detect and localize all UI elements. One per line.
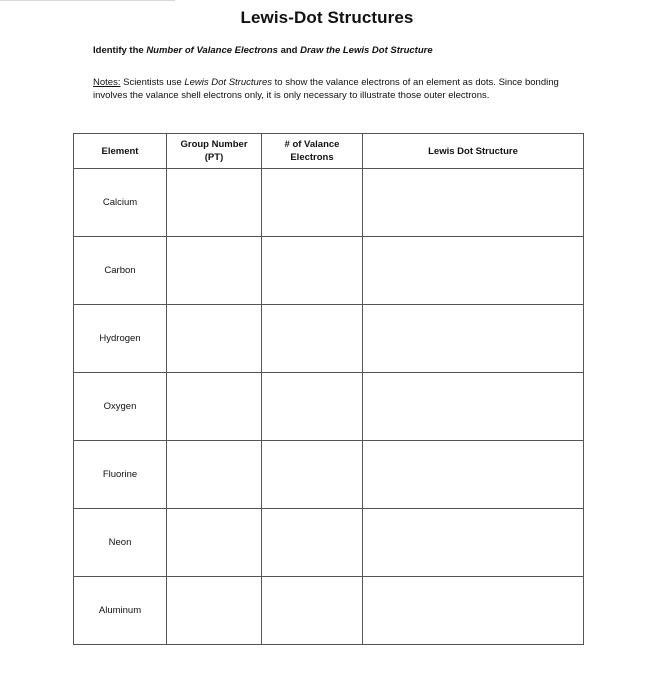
valance-electrons-cell[interactable]	[262, 373, 363, 441]
header-lewis-dot-structure: Lewis Dot Structure	[363, 134, 584, 169]
notes-paragraph	[93, 76, 593, 102]
page-title: Lewis-Dot Structures	[240, 8, 414, 27]
valance-electrons-cell[interactable]	[262, 237, 363, 305]
valance-electrons-cell[interactable]	[262, 305, 363, 373]
valance-electrons-cell[interactable]	[262, 441, 363, 509]
lewis-structure-cell[interactable]	[363, 373, 584, 441]
element-name: Carbon	[74, 237, 167, 305]
group-number-cell[interactable]	[167, 373, 262, 441]
notes-text-after: to show the valance electrons of an element as dots. Since bonding involves the valance shell electrons only, it is only necessary to illustrate those outer electrons.	[93, 77, 559, 101]
group-number-cell[interactable]	[167, 441, 262, 509]
group-number-cell[interactable]	[167, 577, 262, 645]
header-valance-line2: Electrons	[290, 152, 334, 163]
notes-term: Lewis Dot Structures	[184, 77, 273, 88]
table-row	[74, 373, 584, 441]
table-row	[74, 509, 584, 577]
instruction-line	[93, 45, 433, 56]
notes-label: Notes:	[93, 77, 121, 88]
instruction-middle: and	[277, 45, 301, 56]
table-row	[74, 237, 584, 305]
header-element: Element	[74, 134, 167, 169]
header-group-line1: Group Number	[180, 139, 248, 150]
element-name: Hydrogen	[74, 305, 167, 373]
lewis-structure-cell[interactable]	[363, 577, 584, 645]
group-number-cell[interactable]	[167, 237, 262, 305]
valance-electrons-cell[interactable]	[262, 169, 363, 237]
group-number-cell[interactable]	[167, 169, 262, 237]
instruction-part1: Number of Valance Electrons	[146, 45, 278, 56]
top-rule	[0, 0, 175, 1]
table-row	[74, 169, 584, 237]
element-name: Aluminum	[74, 577, 167, 645]
worksheet-table	[73, 133, 584, 645]
instruction-part2: Draw the Lewis Dot Structure	[300, 45, 433, 56]
element-name: Fluorine	[74, 441, 167, 509]
lewis-structure-cell[interactable]	[363, 237, 584, 305]
table-row	[74, 441, 584, 509]
header-row	[74, 134, 584, 169]
instruction-prefix: Identify the	[93, 45, 147, 56]
lewis-structure-cell[interactable]	[363, 509, 584, 577]
lewis-structure-cell[interactable]	[363, 169, 584, 237]
group-number-cell[interactable]	[167, 305, 262, 373]
valance-electrons-cell[interactable]	[262, 577, 363, 645]
element-name: Neon	[74, 509, 167, 577]
group-number-cell[interactable]	[167, 509, 262, 577]
table-row	[74, 305, 584, 373]
table-row	[74, 577, 584, 645]
header-valance-line1: # of Valance	[284, 139, 340, 150]
element-name: Oxygen	[74, 373, 167, 441]
header-group-line2: (PT)	[204, 152, 224, 163]
header-group-number	[167, 134, 262, 169]
notes-text-before: Scientists use	[120, 77, 185, 88]
valance-electrons-cell[interactable]	[262, 509, 363, 577]
header-valance-electrons	[262, 134, 363, 169]
lewis-structure-cell[interactable]	[363, 441, 584, 509]
lewis-structure-cell[interactable]	[363, 305, 584, 373]
element-name: Calcium	[74, 169, 167, 237]
